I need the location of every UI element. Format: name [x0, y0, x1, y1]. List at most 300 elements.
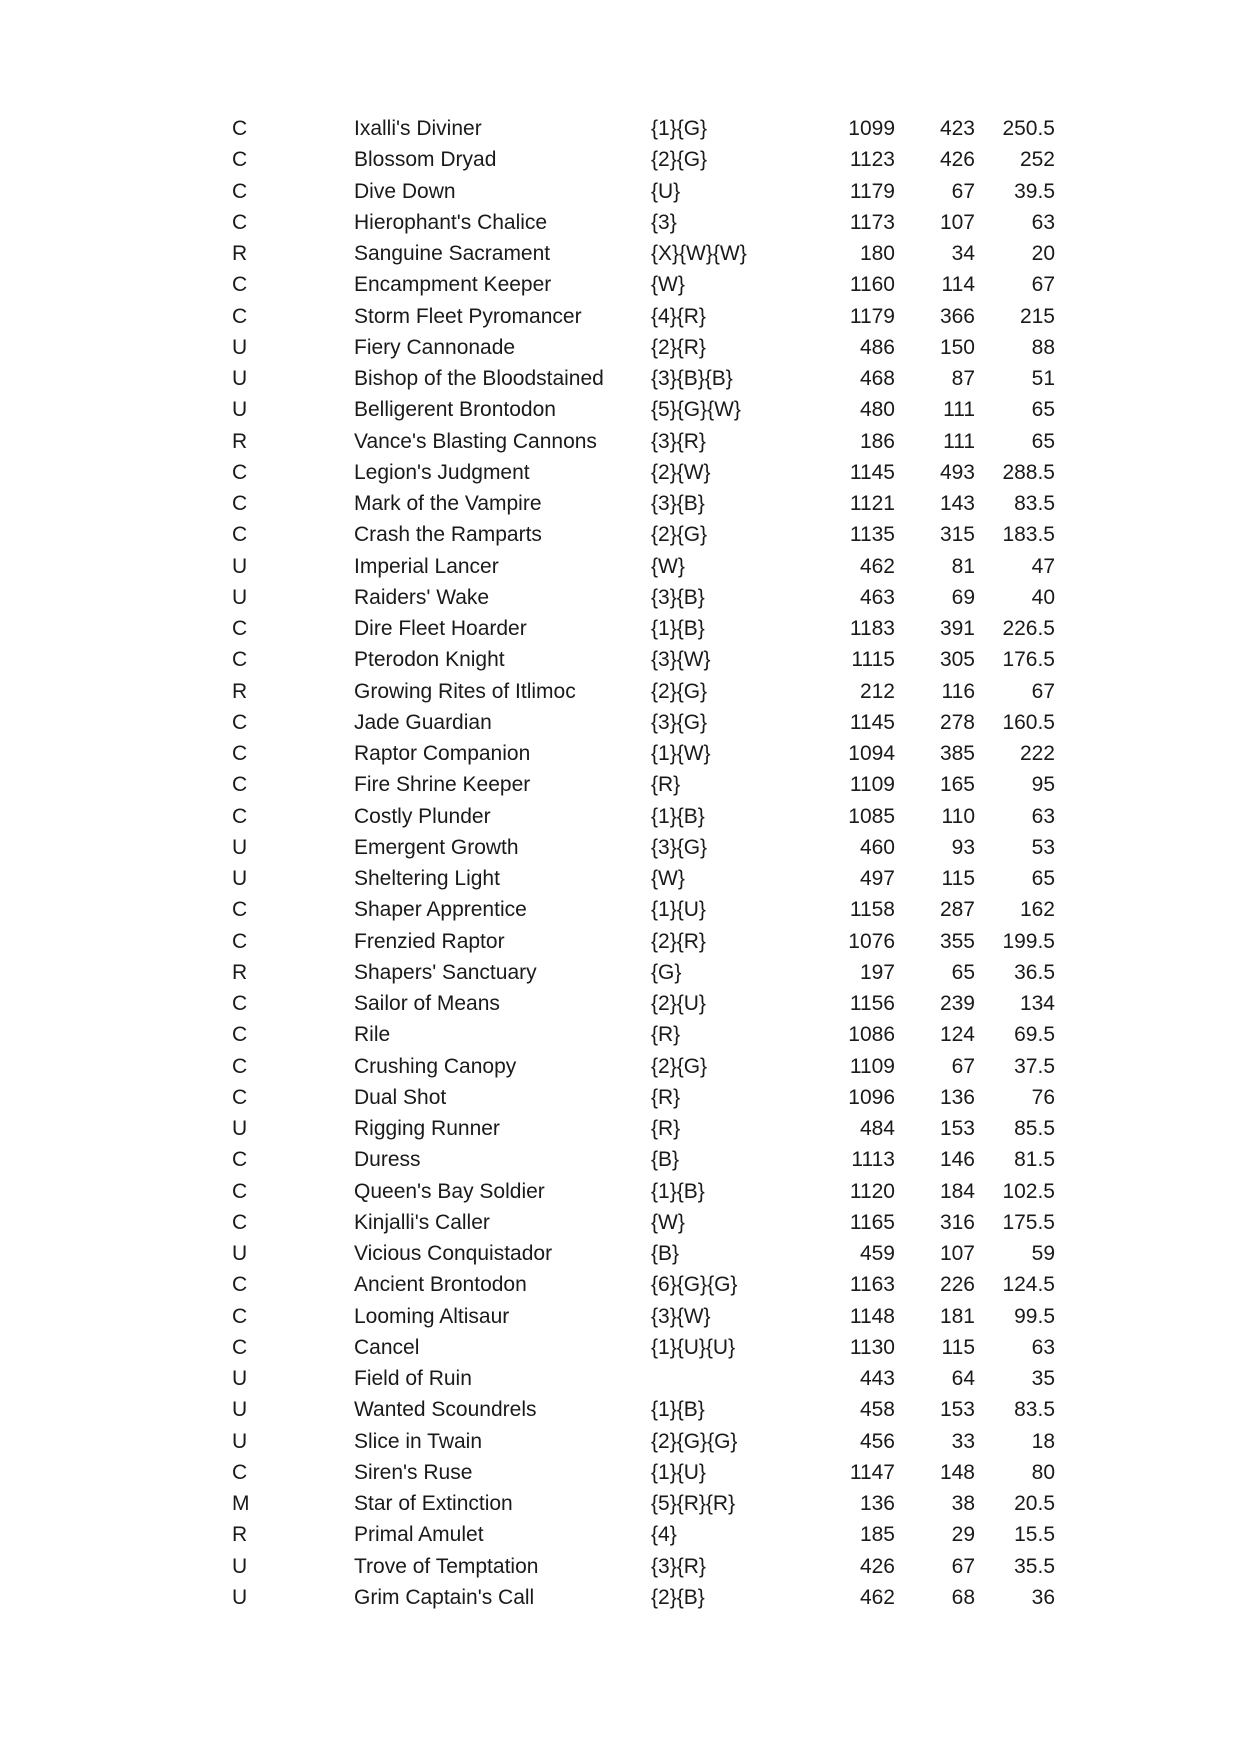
mana-cost-cell: {4} [651, 1523, 677, 1547]
card-name-cell: Emergent Growth [354, 835, 519, 859]
table-row [0, 1519, 1241, 1550]
value-col-1-cell: 185 [859, 1523, 895, 1547]
value-col-1-cell: 1094 [848, 742, 895, 765]
table-row [0, 488, 1241, 519]
table-row [0, 144, 1241, 175]
value-col-2-cell: 153 [939, 1117, 975, 1140]
value-col-1-cell: 426 [859, 1554, 895, 1578]
card-name-cell: Vicious Conquistador [354, 1242, 553, 1265]
table-row [0, 1488, 1241, 1519]
value-col-2-cell: 493 [939, 460, 975, 484]
table-row [0, 957, 1241, 988]
table-row [0, 519, 1241, 550]
value-col-3-cell: 40 [1031, 585, 1055, 609]
table-row [0, 707, 1241, 738]
rarity-cell: U [232, 867, 248, 890]
table-row [0, 1332, 1241, 1363]
value-col-3-cell: 69.5 [1014, 1023, 1055, 1047]
mana-cost-cell: {R} [651, 773, 681, 797]
value-col-1-cell: 1179 [849, 304, 895, 328]
value-col-3-cell: 63 [1031, 1335, 1055, 1359]
value-col-2-cell: 143 [939, 492, 975, 515]
table-row [0, 1144, 1241, 1175]
rarity-cell: C [232, 1304, 248, 1328]
value-col-1-cell: 1145 [849, 710, 895, 734]
value-col-2-cell: 239 [939, 992, 975, 1015]
value-col-3-cell: 36 [1031, 1585, 1055, 1609]
value-col-2-cell: 287 [939, 898, 975, 922]
card-name-cell: Legion's Judgment [354, 460, 530, 484]
card-name-cell: Belligerent Brontodon [354, 398, 556, 422]
mana-cost-cell: {2}{B} [651, 1585, 705, 1609]
value-col-2-cell: 136 [939, 1085, 975, 1109]
mana-cost-cell: {1}{W} [651, 742, 711, 765]
table-row [0, 1113, 1241, 1144]
table-row [0, 894, 1241, 925]
value-col-2-cell: 116 [941, 679, 975, 703]
value-col-2-cell: 148 [939, 1460, 975, 1484]
rarity-cell: R [232, 679, 248, 703]
mana-cost-cell: {W} [651, 273, 685, 297]
rarity-cell: C [232, 1085, 248, 1109]
mana-cost-cell: {2}{G} [651, 148, 708, 172]
value-col-3-cell: 175.5 [1002, 1210, 1055, 1234]
card-name-cell: Fiery Cannonade [354, 335, 516, 359]
table-row [0, 113, 1241, 144]
value-col-1-cell: 1123 [849, 148, 895, 172]
value-col-1-cell: 1160 [849, 273, 895, 297]
value-col-3-cell: 288.5 [1002, 460, 1055, 484]
card-name-cell: Fire Shrine Keeper [354, 773, 531, 797]
mana-cost-cell: {W} [651, 554, 685, 578]
value-col-3-cell: 162 [1019, 898, 1055, 922]
value-col-1-cell: 1099 [848, 117, 895, 140]
rarity-cell: C [232, 117, 248, 140]
rarity-cell: U [232, 335, 248, 359]
value-col-1-cell: 1145 [849, 460, 895, 484]
value-col-1-cell: 1120 [849, 1179, 895, 1203]
value-col-3-cell: 199.5 [1002, 929, 1055, 953]
value-col-2-cell: 184 [939, 1179, 975, 1203]
card-name-cell: Rigging Runner [354, 1117, 500, 1140]
rarity-cell: U [232, 835, 248, 859]
value-col-2-cell: 124 [939, 1023, 975, 1047]
value-col-1-cell: 456 [859, 1429, 895, 1453]
rarity-cell: C [232, 742, 248, 765]
card-name-cell: Hierophant's Chalice [354, 210, 548, 234]
card-name-cell: Frenzied Raptor [354, 929, 505, 953]
card-name-cell: Slice in Twain [354, 1429, 483, 1453]
card-name-cell: Growing Rites of Itlimoc [354, 679, 576, 703]
card-name-cell: Star of Extinction [354, 1492, 513, 1515]
table-row [0, 582, 1241, 613]
value-col-1-cell: 486 [859, 335, 895, 359]
mana-cost-cell: {2}{G}{G} [651, 1429, 738, 1453]
mana-cost-cell: {R} [651, 1023, 681, 1047]
value-col-1-cell: 484 [859, 1117, 895, 1140]
value-col-1-cell: 1173 [849, 210, 895, 234]
value-col-3-cell: 65 [1031, 429, 1055, 453]
rarity-cell: C [232, 710, 248, 734]
value-col-3-cell: 83.5 [1014, 492, 1055, 515]
card-name-cell: Queen's Bay Soldier [354, 1179, 545, 1203]
table-row [0, 926, 1241, 957]
value-col-3-cell: 88 [1031, 335, 1055, 359]
table-row [0, 457, 1241, 488]
card-name-cell: Jade Guardian [354, 710, 492, 734]
value-col-1-cell: 443 [859, 1367, 895, 1390]
value-col-2-cell: 111 [943, 429, 975, 453]
card-name-cell: Sanguine Sacrament [354, 242, 551, 265]
rarity-cell: C [232, 492, 248, 515]
mana-cost-cell: {2}{G} [651, 523, 708, 547]
value-col-3-cell: 65 [1031, 867, 1055, 890]
mana-cost-cell: {3}{W} [651, 648, 711, 672]
mana-cost-cell: {X}{W}{W} [651, 242, 747, 265]
mana-cost-cell: {U} [651, 179, 681, 203]
card-name-cell: Ixalli's Diviner [354, 117, 482, 140]
value-col-2-cell: 181 [939, 1304, 975, 1328]
value-col-1-cell: 462 [859, 554, 895, 578]
value-col-1-cell: 1085 [848, 804, 895, 828]
card-name-cell: Shaper Apprentice [354, 898, 527, 922]
table-row [0, 1301, 1241, 1332]
value-col-1-cell: 1156 [849, 992, 895, 1015]
card-name-cell: Encampment Keeper [354, 273, 552, 297]
rarity-cell: R [232, 960, 248, 984]
table-row [0, 644, 1241, 675]
rarity-cell: C [232, 1179, 248, 1203]
rarity-cell: U [232, 1242, 248, 1265]
card-name-cell: Rile [354, 1023, 391, 1047]
card-name-cell: Costly Plunder [354, 804, 491, 828]
value-col-3-cell: 67 [1031, 273, 1055, 297]
mana-cost-cell: {3} [651, 210, 677, 234]
card-name-cell: Wanted Scoundrels [354, 1398, 537, 1422]
value-col-2-cell: 33 [951, 1429, 975, 1453]
rarity-cell: C [232, 273, 248, 297]
rarity-cell: U [232, 1429, 248, 1453]
mana-cost-cell: {3}{G} [651, 710, 708, 734]
card-name-cell: Duress [354, 1148, 421, 1172]
card-name-cell: Dual Shot [354, 1085, 447, 1109]
value-col-2-cell: 316 [939, 1210, 975, 1234]
value-col-3-cell: 102.5 [1002, 1179, 1055, 1203]
value-col-2-cell: 67 [951, 179, 975, 203]
value-col-1-cell: 197 [859, 960, 895, 984]
rarity-cell: M [232, 1492, 250, 1515]
mana-cost-cell: {6}{G}{G} [651, 1273, 738, 1297]
table-row [0, 1426, 1241, 1457]
value-col-1-cell: 1158 [849, 898, 895, 922]
mana-cost-cell: {R} [651, 1117, 681, 1140]
table-row [0, 863, 1241, 894]
value-col-1-cell: 458 [859, 1398, 895, 1422]
mana-cost-cell: {2}{G} [651, 1054, 708, 1078]
card-table [0, 113, 1241, 1613]
table-row [0, 1394, 1241, 1425]
table-row [0, 832, 1241, 863]
value-col-1-cell: 1121 [849, 492, 895, 515]
table-row [0, 301, 1241, 332]
mana-cost-cell: {G} [651, 960, 682, 984]
mana-cost-cell: {1}{G} [651, 117, 708, 140]
mana-cost-cell: {1}{U}{U} [651, 1335, 736, 1359]
value-col-3-cell: 53 [1031, 835, 1055, 859]
card-name-cell: Sheltering Light [354, 867, 500, 890]
rarity-cell: C [232, 1210, 248, 1234]
mana-cost-cell: {R} [651, 1085, 681, 1109]
value-col-1-cell: 1147 [849, 1460, 895, 1484]
value-col-3-cell: 63 [1031, 210, 1055, 234]
value-col-2-cell: 67 [951, 1054, 975, 1078]
value-col-1-cell: 1109 [849, 1054, 895, 1078]
mana-cost-cell: {3}{B} [651, 585, 705, 609]
value-col-2-cell: 305 [939, 648, 975, 672]
value-col-3-cell: 124.5 [1002, 1273, 1055, 1297]
mana-cost-cell: {W} [651, 867, 685, 890]
mana-cost-cell: {B} [651, 1148, 680, 1172]
mana-cost-cell: {2}{W} [651, 460, 711, 484]
value-col-2-cell: 146 [939, 1148, 975, 1172]
mana-cost-cell: {W} [651, 1210, 685, 1234]
rarity-cell: C [232, 1023, 248, 1047]
table-row [0, 1176, 1241, 1207]
value-col-1-cell: 462 [859, 1585, 895, 1609]
value-col-1-cell: 1165 [849, 1210, 895, 1234]
value-col-2-cell: 69 [951, 585, 975, 609]
value-col-3-cell: 39.5 [1014, 179, 1055, 203]
value-col-3-cell: 215 [1019, 304, 1055, 328]
value-col-2-cell: 110 [941, 804, 975, 828]
value-col-2-cell: 355 [939, 929, 975, 953]
mana-cost-cell: {1}{U} [651, 1460, 706, 1484]
rarity-cell: C [232, 992, 248, 1015]
value-col-2-cell: 29 [951, 1523, 975, 1547]
table-row [0, 769, 1241, 800]
mana-cost-cell: {1}{U} [651, 898, 706, 922]
mana-cost-cell: {5}{R}{R} [651, 1492, 736, 1515]
card-name-cell: Trove of Temptation [354, 1554, 539, 1578]
value-col-2-cell: 391 [939, 617, 975, 640]
value-col-1-cell: 1135 [849, 523, 895, 547]
rarity-cell: C [232, 1335, 248, 1359]
card-name-cell: Siren's Ruse [354, 1460, 473, 1484]
mana-cost-cell: {4}{R} [651, 304, 706, 328]
rarity-cell: U [232, 1398, 248, 1422]
value-col-2-cell: 65 [951, 960, 975, 984]
rarity-cell: C [232, 148, 248, 172]
card-name-cell: Pterodon Knight [354, 648, 505, 672]
mana-cost-cell: {2}{G} [651, 679, 708, 703]
mana-cost-cell: {3}{B} [651, 492, 705, 515]
table-row [0, 1082, 1241, 1113]
value-col-2-cell: 64 [951, 1367, 975, 1390]
card-name-cell: Vance's Blasting Cannons [354, 429, 597, 453]
card-name-cell: Imperial Lancer [354, 554, 499, 578]
card-name-cell: Shapers' Sanctuary [354, 960, 537, 984]
table-row [0, 176, 1241, 207]
table-row [0, 1019, 1241, 1050]
table-row [0, 394, 1241, 425]
value-col-3-cell: 80 [1031, 1460, 1055, 1484]
value-col-1-cell: 1163 [849, 1273, 895, 1297]
value-col-3-cell: 15.5 [1014, 1523, 1055, 1547]
rarity-cell: C [232, 210, 248, 234]
mana-cost-cell: {B} [651, 1242, 680, 1265]
value-col-3-cell: 76 [1031, 1085, 1055, 1109]
value-col-2-cell: 426 [939, 148, 975, 172]
value-col-3-cell: 176.5 [1002, 648, 1055, 672]
card-name-cell: Bishop of the Bloodstained [354, 367, 604, 390]
table-row [0, 613, 1241, 644]
value-col-3-cell: 35 [1031, 1367, 1055, 1390]
value-col-2-cell: 114 [941, 273, 975, 297]
rarity-cell: R [232, 429, 248, 453]
card-name-cell: Dire Fleet Hoarder [354, 617, 527, 640]
card-name-cell: Blossom Dryad [354, 148, 497, 172]
value-col-2-cell: 150 [939, 335, 975, 359]
value-col-3-cell: 85.5 [1014, 1117, 1055, 1140]
value-col-2-cell: 38 [951, 1492, 975, 1515]
value-col-3-cell: 250.5 [1002, 117, 1055, 140]
rarity-cell: C [232, 179, 248, 203]
table-row [0, 1238, 1241, 1269]
value-col-1-cell: 136 [859, 1492, 895, 1515]
mana-cost-cell: {3}{R} [651, 429, 706, 453]
value-col-1-cell: 468 [859, 367, 895, 390]
value-col-1-cell: 1179 [849, 179, 895, 203]
value-col-1-cell: 180 [859, 242, 895, 265]
value-col-3-cell: 20 [1031, 242, 1055, 265]
rarity-cell: U [232, 1367, 248, 1390]
value-col-3-cell: 183.5 [1002, 523, 1055, 547]
mana-cost-cell: {3}{G} [651, 835, 708, 859]
table-row [0, 1051, 1241, 1082]
value-col-2-cell: 423 [939, 117, 975, 140]
value-col-1-cell: 480 [859, 398, 895, 422]
value-col-1-cell: 1113 [851, 1148, 895, 1172]
value-col-1-cell: 1183 [849, 617, 895, 640]
value-col-3-cell: 65 [1031, 398, 1055, 422]
value-col-3-cell: 59 [1031, 1242, 1055, 1265]
value-col-2-cell: 87 [951, 367, 975, 390]
rarity-cell: C [232, 460, 248, 484]
value-col-3-cell: 134 [1019, 992, 1055, 1015]
mana-cost-cell: {2}{R} [651, 335, 706, 359]
card-name-cell: Kinjalli's Caller [354, 1210, 490, 1234]
rarity-cell: R [232, 242, 248, 265]
rarity-cell: C [232, 1460, 248, 1484]
card-name-cell: Crash the Ramparts [354, 523, 542, 547]
table-row [0, 238, 1241, 269]
value-col-3-cell: 81.5 [1014, 1148, 1055, 1172]
rarity-cell: U [232, 1117, 248, 1140]
rarity-cell: U [232, 1554, 248, 1578]
table-row [0, 332, 1241, 363]
value-col-2-cell: 111 [943, 398, 975, 422]
value-col-3-cell: 51 [1031, 367, 1055, 390]
value-col-3-cell: 63 [1031, 804, 1055, 828]
table-row [0, 551, 1241, 582]
card-name-cell: Looming Altisaur [354, 1304, 510, 1328]
value-col-1-cell: 1130 [849, 1335, 895, 1359]
value-col-2-cell: 68 [951, 1585, 975, 1609]
value-col-3-cell: 67 [1031, 679, 1055, 703]
mana-cost-cell: {1}{B} [651, 1179, 705, 1203]
value-col-2-cell: 115 [941, 1335, 975, 1359]
mana-cost-cell: {1}{B} [651, 804, 705, 828]
value-col-3-cell: 95 [1031, 773, 1055, 797]
table-row [0, 207, 1241, 238]
value-col-3-cell: 160.5 [1002, 710, 1055, 734]
value-col-1-cell: 459 [859, 1242, 895, 1265]
value-col-1-cell: 1115 [851, 648, 895, 672]
card-name-cell: Dive Down [354, 179, 456, 203]
rarity-cell: C [232, 523, 248, 547]
mana-cost-cell: {3}{W} [651, 1304, 711, 1328]
value-col-1-cell: 1109 [849, 773, 895, 797]
card-name-cell: Storm Fleet Pyromancer [354, 304, 582, 328]
card-name-cell: Grim Captain's Call [354, 1585, 535, 1609]
rarity-cell: U [232, 398, 248, 422]
value-col-3-cell: 226.5 [1002, 617, 1055, 640]
value-col-2-cell: 226 [939, 1273, 975, 1297]
value-col-3-cell: 252 [1019, 148, 1055, 172]
value-col-2-cell: 153 [939, 1398, 975, 1422]
value-col-3-cell: 37.5 [1014, 1054, 1055, 1078]
table-row [0, 1269, 1241, 1300]
card-name-cell: Primal Amulet [354, 1523, 484, 1547]
value-col-1-cell: 1076 [848, 929, 895, 953]
rarity-cell: C [232, 929, 248, 953]
rarity-cell: C [232, 773, 248, 797]
table-row [0, 1551, 1241, 1582]
card-name-cell: Crushing Canopy [354, 1054, 517, 1078]
value-col-1-cell: 186 [859, 429, 895, 453]
table-row [0, 426, 1241, 457]
rarity-cell: U [232, 367, 248, 390]
rarity-cell: C [232, 804, 248, 828]
card-name-cell: Raiders' Wake [354, 585, 490, 609]
mana-cost-cell: {1}{B} [651, 617, 705, 640]
rarity-cell: U [232, 554, 248, 578]
card-name-cell: Raptor Companion [354, 742, 531, 765]
rarity-cell: C [232, 648, 248, 672]
value-col-3-cell: 35.5 [1014, 1554, 1055, 1578]
card-name-cell: Field of Ruin [354, 1367, 472, 1390]
rarity-cell: C [232, 1148, 248, 1172]
table-row [0, 988, 1241, 1019]
mana-cost-cell: {1}{B} [651, 1398, 705, 1422]
value-col-3-cell: 47 [1031, 554, 1055, 578]
card-name-cell: Mark of the Vampire [354, 492, 542, 515]
value-col-3-cell: 18 [1031, 1429, 1055, 1453]
value-col-3-cell: 36.5 [1014, 960, 1055, 984]
table-row [0, 801, 1241, 832]
table-row [0, 363, 1241, 394]
table-row [0, 1582, 1241, 1613]
value-col-1-cell: 463 [859, 585, 895, 609]
value-col-1-cell: 1086 [848, 1023, 895, 1047]
value-col-3-cell: 83.5 [1014, 1398, 1055, 1422]
table-row [0, 676, 1241, 707]
value-col-2-cell: 107 [939, 210, 975, 234]
value-col-3-cell: 99.5 [1014, 1304, 1055, 1328]
table-row [0, 1457, 1241, 1488]
mana-cost-cell: {2}{U} [651, 992, 706, 1015]
value-col-3-cell: 222 [1019, 742, 1055, 765]
